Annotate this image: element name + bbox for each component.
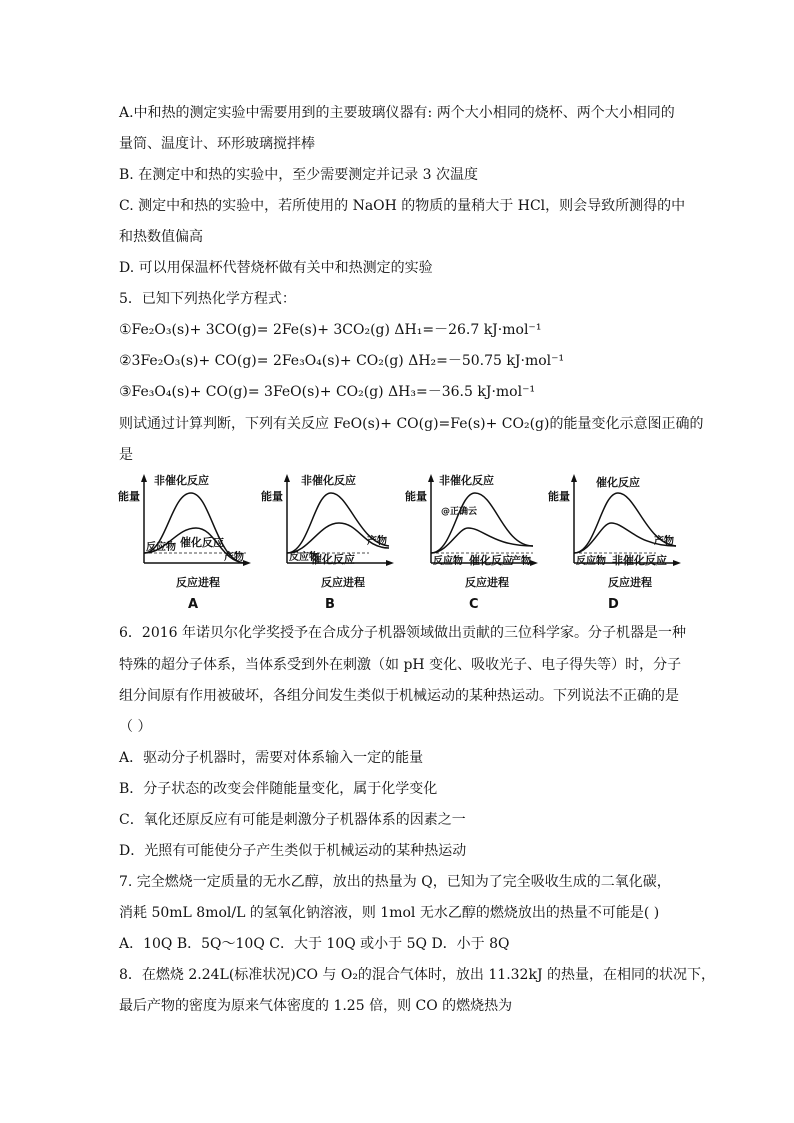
figure-letter: A [188, 597, 199, 612]
curve-label-low: 非催化反应 [612, 554, 667, 567]
text-line: 特殊的超分子体系，当体系受到外在刺激（如 pH 变化、吸收光子、电子得失等）时，分子 [119, 657, 682, 673]
reactant-label: 反应物 [576, 556, 606, 567]
y-axis-label: 能量 [405, 490, 427, 503]
product-label: 产物 [224, 552, 244, 563]
energy-diagram-c [403, 468, 538, 618]
question-7-options: A．10Q B．5Q～10Q C．大于 10Q 或小于 5Q D．小于 8Q [119, 936, 510, 952]
question-5-heading: 5．已知下列热化学方程式： [119, 291, 296, 307]
curve-label-top: 非催化反应 [301, 474, 356, 487]
text-line: 量筒、温度计、环形玻璃搅拌棒 [119, 136, 315, 152]
reactant-label: 反应物 [289, 552, 319, 563]
y-axis-label: 能量 [261, 490, 283, 503]
curve-label-top: 非催化反应 [154, 474, 209, 487]
equation-2: ②3Fe₂O₃(s)+ CO(g)= 2Fe₃O₄(s)+ CO₂(g) ΔH₂=－50.75 kJ·mol⁻¹ [119, 353, 565, 369]
text-line: 则试通过计算判断，下列有关反应 FeO(s)+ CO(g)=Fe(s)+ CO₂(g)的能量变化示意图正确的 [119, 416, 704, 432]
equation-3: ③Fe₃O₄(s)+ CO(g)= 3FeO(s)+ CO₂(g) ΔH₃=－36.5 kJ·mol⁻¹ [119, 384, 536, 400]
text-line: C. 测定中和热的实验中，若所使用的 NaOH 的物质的量稍大于 HCl，则会导致所测得的中 [119, 198, 686, 214]
text-line: 是 [119, 447, 133, 463]
energy-diagram-d [546, 468, 681, 618]
text-line: A.中和热的测定实验中需要用到的主要玻璃仪器有: 两个大小相同的烧杯、两个大小相同的 [119, 105, 675, 121]
option-b: B．分子状态的改变会伴随能量变化，属于化学变化 [119, 781, 438, 797]
curve-label-top: 催化反应 [596, 476, 640, 489]
product-label: 产物 [511, 556, 531, 567]
y-axis-label: 能量 [548, 490, 570, 503]
x-axis-label: 反应进程 [176, 576, 220, 589]
figure-letter: D [608, 597, 619, 612]
y-axis-label: 能量 [118, 490, 140, 503]
equation-1: ①Fe₂O₃(s)+ 3CO(g)= 2Fe(s)+ 3CO₂(g) ΔH₁=－26.7 kJ·mol⁻¹ [119, 322, 542, 338]
option-a: A．驱动分子机器时，需要对体系输入一定的能量 [119, 750, 424, 766]
curve-label-low: 催化反应 [469, 554, 513, 567]
text-line: 组分间原有作用被破坏，各组分间发生类似于机械运动的某种热运动。下列说法不正确的是 [119, 688, 679, 704]
curve-label-top: 非催化反应 [439, 474, 494, 487]
text-line: D. 可以用保温杯代替烧杯做有关中和热测定的实验 [119, 260, 433, 276]
product-label: 产物 [367, 536, 387, 547]
question-8-line: 8．在燃烧 2.24L(标准状况)CO 与 O₂的混合气体时，放出 11.32kJ 的热量，在相同的状况下， [119, 967, 716, 983]
question-6-line: 6．2016 年诺贝尔化学奖授予在合成分子机器领域做出贡献的三位科学家。分子机器是一种 [119, 625, 686, 641]
figure-letter: C [469, 597, 479, 612]
energy-diagram-a [116, 468, 251, 618]
text-line: B. 在测定中和热的实验中，至少需要测定并记录 3 次温度 [119, 167, 478, 183]
x-axis-label: 反应进程 [608, 576, 652, 589]
answer-blank: （ ） [119, 719, 152, 735]
question-7-line: 7. 完全燃烧一定质量的无水乙醇，放出的热量为 Q，已知为了完全吸收生成的二氧化碳， [119, 874, 671, 890]
energy-diagram-b [259, 468, 394, 618]
reactant-label: 反应物 [433, 556, 463, 567]
x-axis-label: 反应进程 [321, 576, 365, 589]
product-label: 产物 [654, 536, 674, 547]
x-axis-label: 反应进程 [465, 576, 509, 589]
watermark: @正确云 [441, 507, 478, 517]
curve-label-low: 催化反应 [311, 553, 355, 566]
option-c: C．氧化还原反应有可能是刺激分子机器体系的因素之一 [119, 812, 466, 828]
curve-label-low: 催化反应 [180, 536, 224, 549]
text-line: 最后产物的密度为原来气体密度的 1.25 倍，则 CO 的燃烧热为 [119, 998, 513, 1014]
text-line: 和热数值偏高 [119, 229, 203, 245]
reactant-label: 反应物 [146, 542, 176, 553]
option-d: D．光照有可能使分子产生类似于机械运动的某种热运动 [119, 843, 467, 859]
text-line: 消耗 50mL 8mol/L 的氢氧化钠溶液，则 1mol 无水乙醇的燃烧放出的热量不可能是( ) [119, 905, 660, 921]
energy-diagrams [116, 468, 686, 618]
figure-letter: B [325, 597, 335, 612]
